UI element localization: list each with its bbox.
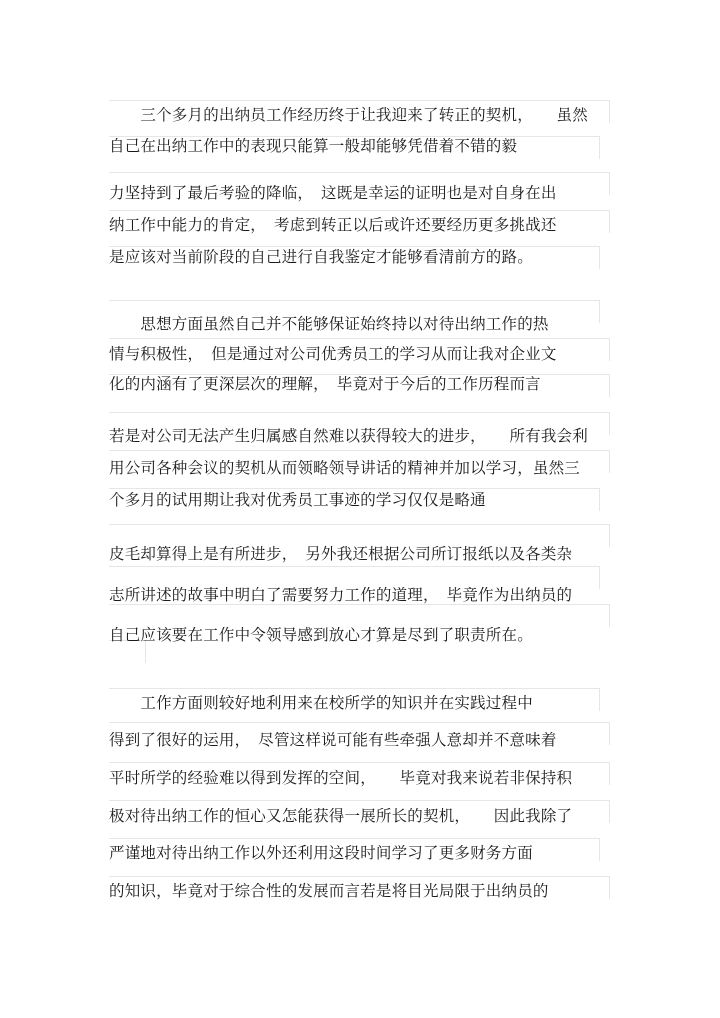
- text-line: 自己应该要在工作中令领导感到放心才算是尽到了职责所在。: [109, 626, 533, 644]
- text-line: 志所讲述的故事中明白了需要努力工作的道理， 毕竟作为出纳员的: [109, 586, 573, 604]
- text-line: 工作方面则较好地利用来在校所学的知识并在实践过程中: [109, 694, 533, 712]
- text-line: 严谨地对待出纳工作以外还利用这段时间学习了更多财务方面: [109, 844, 533, 862]
- text-line: 化的内涵有了更深层次的理解， 毕竟对于今后的工作历程而言: [109, 375, 541, 393]
- text-line: 皮毛却算得上是有所进步， 另外我还根据公司所订报纸以及各类杂: [109, 545, 573, 563]
- text-line: 平时所学的经验难以得到发挥的空间， 毕竟对我来说若非保持积: [109, 769, 573, 787]
- text-line: 用公司各种会议的契机从而领略领导讲话的精神并加以学习，虽然三: [109, 459, 581, 477]
- text-line: 纳工作中能力的肯定， 考虑到转正以后或许还要经历更多挑战还: [109, 216, 557, 234]
- scan-box: [109, 604, 610, 627]
- text-line: 三个多月的出纳员工作经历终于让我迎来了转正的契机， 虽然: [109, 106, 588, 124]
- text-line: 思想方面虽然自己并不能够保证始终持以对待出纳工作的热: [109, 315, 549, 333]
- text-line: 的知识，毕竟对于综合性的发展而言若是将目光局限于出纳员的: [109, 882, 549, 900]
- text-line: 极对待出纳工作的恒心又怎能获得一展所长的契机， 因此我除了: [109, 807, 573, 825]
- text-line: 自己在出纳工作中的表现只能算一般却能够凭借着不错的毅: [109, 137, 518, 155]
- text-line: 情与积极性， 但是通过对公司优秀员工的学习从而让我对企业文: [109, 345, 557, 363]
- text-line: 个多月的试用期让我对优秀员工事迹的学习仅仅是略通: [109, 491, 486, 509]
- text-line: 得到了很好的运用， 尽管这样说可能有些牵强人意却并不意味着: [109, 731, 557, 749]
- text-line: 力坚持到了最后考验的降临， 这既是幸运的证明也是对自身在出: [109, 184, 557, 202]
- text-line: 是应该对当前阶段的自己进行自我鉴定才能够看清前方的路。: [109, 248, 533, 266]
- text-line: 若是对公司无法产生归属感自然难以获得较大的进步， 所有我会利: [109, 427, 588, 445]
